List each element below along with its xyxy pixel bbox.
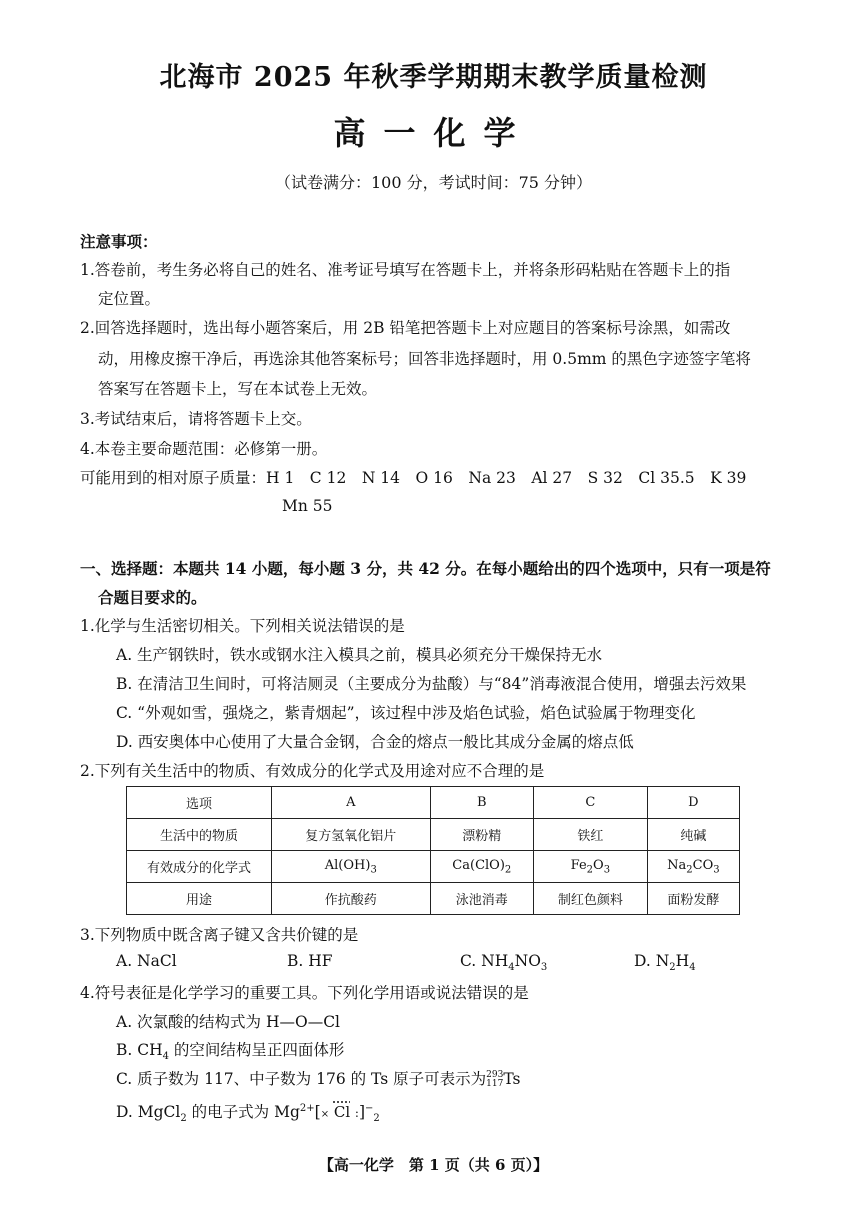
q1-option-a: A. 生产钢铁时，铁水或钢水注入模具之前，模具必须充分干燥保持无水 [116, 646, 603, 664]
exam-info: （试卷满分：100 分，考试时间：75 分钟） [274, 173, 593, 192]
q4-stem: 4.符号表征是化学学习的重要工具。下列化学用语或说法错误的是 [80, 984, 529, 1002]
atomic-masses-line2: Mn 55 [282, 497, 333, 515]
nuclide-numbers: 293 117 [486, 1070, 504, 1089]
formula-caclo2: $Ca(ClO)_2$ [430, 851, 533, 883]
table-cell: 作抗酸药 [272, 883, 431, 915]
table-row [127, 819, 740, 851]
table-cell: 复方氢氧化铝片 [272, 819, 431, 851]
q3-option-d: D. $N_2H_4$ [634, 952, 696, 974]
q3-option-c: C. $NH_4NO_3$ [460, 952, 548, 974]
q4-option-d: D. MgCl$_2$ 的电子式为 $Mg^{2+}[\times Cl$ $:]^-_2$ [116, 1102, 380, 1125]
table-cell: A [272, 787, 431, 819]
table-row [127, 787, 740, 819]
note-2-line3: 答案写在答题卡上，写在本试卷上无效。 [98, 380, 378, 398]
formula-aloh3: $Al(OH)_3$ [272, 851, 431, 883]
table-cell: 泳池消毒 [430, 883, 533, 915]
exam-title: 北海市 2025 年秋季学期期末教学质量检测 [159, 62, 708, 93]
note-4: 4.本卷主要命题范围：必修第一册。 [80, 440, 328, 458]
q3-option-a: A. NaCl [116, 952, 177, 970]
q4-option-d-text: 的电子式为 [186, 1103, 275, 1121]
table-cell: 面粉发酵 [647, 883, 739, 915]
q2-table [126, 786, 740, 915]
q4-option-a: A. 次氯酸的结构式为 H—O—Cl [116, 1013, 341, 1031]
page-footer: 【高一化学 第 1 页（共 6 页）】 [318, 1156, 549, 1174]
table-cell: 纯碱 [647, 819, 739, 851]
q3-option-b: B. HF [287, 952, 333, 970]
table-cell: B [430, 787, 533, 819]
q4-option-c-text: C. 质子数为 117、中子数为 176 的 Ts 原子可表示为 [116, 1070, 487, 1088]
q1-stem: 1.化学与生活密切相关。下列相关说法错误的是 [80, 617, 405, 635]
q4-option-c: C. 质子数为 117、中子数为 176 的 Ts 原子可表示为293 117Ts [116, 1070, 521, 1089]
note-1-line2: 定位置。 [98, 290, 161, 308]
section1-heading-line2: 合题目要求的。 [98, 588, 207, 607]
note-2-line1: 2.回答选择题时，选出每小题答案后，用 2B 铅笔把答题卡上对应题目的答案标号涂黑，如需改 [80, 319, 731, 337]
electron-dot-chloride: × Cl : [320, 1103, 359, 1121]
table-cell: 选项 [127, 787, 272, 819]
note-3: 3.考试结束后，请将答题卡上交。 [80, 410, 312, 428]
q1-option-b: B. 在清洁卫生间时，可将洁厕灵（主要成分为盐酸）与“84”消毒液混合使用，增强去污效果 [116, 675, 747, 693]
table-cell: 有效成分的化学式 [127, 851, 272, 883]
table-cell: 用途 [127, 883, 272, 915]
note-2-line2: 动，用橡皮擦干净后，再选涂其他答案标号；回答非选择题时，用 0.5mm 的黑色字迹签字笔将 [98, 350, 751, 368]
formula-na2co3: $Na_2CO_3$ [647, 851, 739, 883]
table-cell: 制红色颜料 [533, 883, 647, 915]
q3-stem: 3.下列物质中既含离子键又含共价键的是 [80, 926, 359, 944]
table-row [127, 851, 740, 883]
note-1-line1: 1.答卷前，考生务必将自己的姓名、准考证号填写在答题卡上，并将条形码粘贴在答题卡上的指 [80, 261, 731, 279]
q2-stem: 2.下列有关生活中的物质、有效成分的化学式及用途对应不合理的是 [80, 762, 545, 780]
notes-heading: 注意事项： [80, 232, 158, 251]
table-cell: 漂粉精 [430, 819, 533, 851]
q4-option-b: B. $CH_4$ 的空间结构呈正四面体形 [116, 1041, 345, 1063]
table-cell: 生活中的物质 [127, 819, 272, 851]
section1-heading-line1: 一、选择题：本题共 14 小题，每小题 3 分，共 42 分。在每小题给出的四个选项中，只有一项是符 [80, 559, 771, 578]
q4-option-b-text: 的空间结构呈正四面体形 [169, 1041, 345, 1059]
table-cell: 铁红 [533, 819, 647, 851]
formula-fe2o3: $Fe_2O_3$ [533, 851, 647, 883]
table-cell: D [647, 787, 739, 819]
q1-option-d: D. 西安奥体中心使用了大量合金钢，合金的熔点一般比其成分金属的熔点低 [116, 733, 634, 751]
table-row [127, 883, 740, 915]
q1-option-c: C. “外观如雪，强烧之，紫青烟起”，该过程中涉及焰色试验，焰色试验属于物理变化 [116, 704, 696, 722]
table-cell: C [533, 787, 647, 819]
atomic-masses-line1: 可能用到的相对原子质量：H 1 C 12 N 14 O 16 Na 23 Al 27 S 32 Cl 35.5 K 39 [80, 469, 747, 487]
subject-title: 高一化学 [333, 114, 534, 152]
